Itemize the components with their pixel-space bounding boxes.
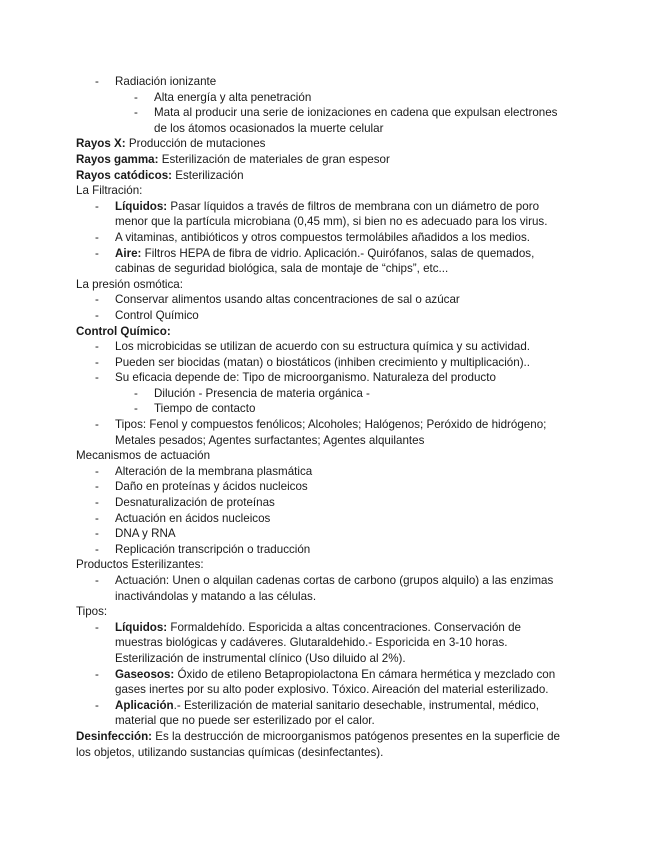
bullet-line: - Pueden ser biocidas (matan) o biostáticos (inhiben crecimiento y multiplicación).. bbox=[95, 355, 530, 369]
bullet-line: - A vitaminas, antibióticos y otros compuestos termolábiles añadidos a los medios. bbox=[95, 230, 531, 244]
bullet-dash: - bbox=[95, 199, 99, 213]
bullet-line: - Radiación ionizante bbox=[95, 75, 217, 88]
bullet-dash: - bbox=[95, 574, 99, 587]
bullet-dash: - bbox=[95, 418, 99, 432]
continuation-line: gases inertes por su alto poder explosivo. Tóxico. Aireación del material esterilizado. bbox=[115, 683, 549, 697]
bullet-line: - DNA y RNA bbox=[95, 527, 176, 541]
bullet-line: - Gaseosos: Óxido de etileno Betapropiolactona En cámara hermética y mezclado con bbox=[95, 667, 556, 681]
bullet-dash: - bbox=[134, 106, 138, 120]
bullet-dash: - bbox=[95, 698, 99, 712]
bullet-dash: - bbox=[95, 496, 99, 510]
bullet-dash: - bbox=[95, 308, 99, 322]
bullet-dash: - bbox=[95, 230, 99, 244]
bullet-dash: - bbox=[134, 90, 138, 104]
continuation-line: inactivándolas y matando a las células. bbox=[115, 589, 317, 603]
document-page bbox=[0, 74, 655, 760]
continuation-line: de los átomos ocasionados la muerte celular bbox=[154, 121, 384, 135]
bullet-line: - Aplicación.- Esterilización de material sanitario desechable, instrumental, médico, bbox=[95, 698, 540, 712]
continuation-line: cabinas de seguridad biológica, sala de montaje de “chips”, etc... bbox=[115, 262, 449, 276]
bullet-dash: - bbox=[95, 355, 99, 369]
bullet-dash: - bbox=[95, 480, 99, 494]
paragraph-line: La Filtración: bbox=[76, 184, 143, 198]
bullet-line: - Alteración de la membrana plasmática bbox=[95, 464, 313, 478]
bullet-dash: - bbox=[95, 667, 99, 681]
continuation-line: Metales pesados; Agentes surfactantes; Agentes alquilantes bbox=[115, 433, 425, 447]
bullet-dash: - bbox=[95, 527, 99, 541]
bullet-dash: - bbox=[95, 542, 99, 556]
bullet-line: - Aire: Filtros HEPA de fibra de vidrio. Aplicación.- Quirófanos, salas de quemados, bbox=[95, 246, 535, 260]
bullet-dash: - bbox=[95, 340, 99, 354]
paragraph-line: Rayos X: Producción de mutaciones bbox=[76, 137, 266, 151]
bullet-dash: - bbox=[95, 371, 99, 385]
bullet-line: - Replicación transcripción o traducción bbox=[95, 542, 311, 556]
paragraph-line: Rayos catódicos: Esterilización bbox=[76, 168, 244, 182]
bullet-dash: - bbox=[95, 293, 99, 307]
paragraph-line: Rayos gamma: Esterilización de materiales de gran espesor bbox=[76, 152, 390, 166]
sub-bullet-line: - Alta energía y alta penetración bbox=[134, 90, 312, 104]
sub-bullet-line: - Mata al producir una serie de ionizaciones en cadena que expulsan electrones bbox=[134, 106, 558, 120]
bullet-line: - Su eficacia depende de: Tipo de microorganismo. Naturaleza del producto bbox=[95, 371, 496, 385]
bullet-dash: - bbox=[95, 75, 99, 88]
bullet-line: - Los microbicidas se utilizan de acuerdo con su estructura química y su actividad. bbox=[95, 340, 531, 354]
bullet-line: - Actuación en ácidos nucleicos bbox=[95, 511, 271, 525]
bullet-line: - Tipos: Fenol y compuestos fenólicos; Alcoholes; Halógenos; Peróxido de hidrógeno; bbox=[95, 418, 547, 432]
bullet-dash: - bbox=[95, 246, 99, 260]
bullet-line: - Control Químico bbox=[95, 308, 199, 322]
section-heading: Control Químico: bbox=[76, 324, 171, 338]
paragraph-line: Desinfección: Es la destrucción de microorganismos patógenos presentes en la superficie de bbox=[76, 729, 560, 743]
bullet-dash: - bbox=[95, 620, 99, 634]
continuation-line: Esterilización de instrumental clínico (Uso diluido al 2%). bbox=[115, 651, 406, 665]
bullet-dash: - bbox=[95, 464, 99, 478]
bullet-line: - Daño en proteínas y ácidos nucleicos bbox=[95, 480, 308, 494]
paragraph-line: Tipos: bbox=[76, 605, 108, 619]
sub-bullet-line: - Tiempo de contacto bbox=[134, 402, 256, 416]
paragraph-line: los objetos, utilizando sustancias químicas (desinfectantes). bbox=[76, 745, 384, 759]
bullet-line: - Líquidos: Formaldehído. Esporicida a altas concentraciones. Conservación de bbox=[95, 620, 521, 634]
continuation-line: menor que la partícula microbiana (0,45 mm), si bien no es adecuado para los virus. bbox=[115, 215, 548, 229]
sub-bullet-line: - Dilución - Presencia de materia orgánica - bbox=[134, 386, 370, 400]
bullet-dash: - bbox=[134, 402, 138, 416]
bullet-dash: - bbox=[134, 386, 138, 400]
paragraph-line: Productos Esterilizantes: bbox=[76, 558, 204, 572]
bullet-dash: - bbox=[95, 511, 99, 525]
continuation-line: material que no puede ser esterilizado por el calor. bbox=[115, 714, 375, 728]
bullet-line: - Desnaturalización de proteínas bbox=[95, 496, 275, 510]
continuation-line: muestras biológicas y cadáveres. Glutaraldehido.- Esporicida en 3-10 horas. bbox=[115, 636, 508, 650]
bullet-line: - Conservar alimentos usando altas concentraciones de sal o azúcar bbox=[95, 293, 460, 307]
bullet-line: - Líquidos: Pasar líquidos a través de filtros de membrana con un diámetro de poro bbox=[95, 199, 540, 213]
paragraph-line: La presión osmótica: bbox=[76, 277, 183, 291]
paragraph-line: Mecanismos de actuación bbox=[76, 449, 211, 463]
bullet-line: - Actuación: Unen o alquilan cadenas cortas de carbono (grupos alquilo) a las enzimas bbox=[95, 574, 554, 587]
